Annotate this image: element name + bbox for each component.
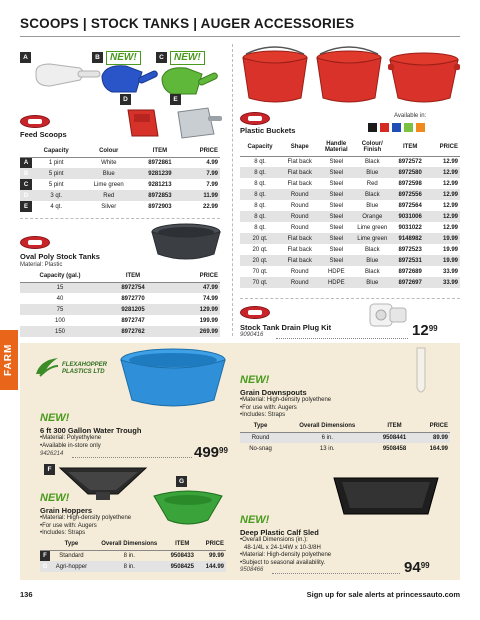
table-row: No-snag 13 in. 9508458 164.99 — [249, 445, 448, 452]
hoppers-bullets: •Material: High-density polyethene •For use with: Augers •Includes: Straps — [40, 515, 132, 536]
flexahopper-logo-icon — [34, 356, 60, 378]
table-row: 100 8972747 199.99 — [54, 317, 218, 324]
table-row: 8 qt. Flat back Steel Red 8972598 12.99 — [254, 180, 458, 187]
table-row: G Agri-hopper 8 in. 9508425 144.99 — [40, 561, 226, 572]
standard-hopper-image — [58, 464, 148, 504]
red-bucket-image-1 — [240, 46, 310, 106]
table-row: A 1 pint White 8972861 4.99 — [20, 157, 220, 168]
swatch-green — [404, 123, 413, 132]
table-row: C 5 pint Lime green 9281213 7.99 — [20, 179, 220, 190]
table-row: Round 6 in. 9508441 89.99 — [240, 432, 450, 443]
table-row: 70 qt. Round HDPE Black 8972689 33.99 — [252, 268, 458, 275]
swatch-orange — [416, 123, 425, 132]
sled-title: Deep Plastic Calf Sled — [240, 528, 319, 537]
table-row: 20 qt. Flat back Steel Black 8972523 19.99 — [252, 246, 458, 253]
swatch-red — [380, 123, 389, 132]
page-title: SCOOPS | STOCK TANKS | AUGER ACCESSORIES — [20, 16, 355, 31]
green-scoop-image — [160, 64, 220, 98]
table-row: 75 9281205 129.99 — [20, 304, 220, 315]
red-scoop-image — [124, 106, 164, 140]
oval-tanks-table: Capacity (gal.) ITEM PRICE 15 8972754 47.99 40 8972770 74.99 75 9281205 129.99 100 8972747 199.99 150 8972762 269.99 — [20, 270, 220, 337]
feed-scoops-title: Feed Scoops — [20, 130, 67, 139]
silver-scoop-image — [174, 104, 224, 140]
brand-logo-icon — [240, 112, 270, 125]
table-row: D 3 qt. Red 8972853 11.99 — [20, 190, 220, 201]
table-row: 15 8972754 47.99 — [20, 282, 220, 293]
trough-sku: 9426214 — [40, 451, 64, 457]
table-row: 8 qt. Flat back Steel Black 8972572 12.99 — [254, 158, 458, 165]
drain-plug-image — [366, 300, 410, 330]
image-tag-e: E — [170, 94, 181, 105]
image-tag-g: G — [176, 476, 187, 487]
image-tag-c: C — [156, 52, 167, 63]
oval-tanks-title: Oval Poly Stock Tanks — [20, 252, 100, 261]
feed-scoops-images — [20, 48, 220, 128]
table-header-row — [20, 145, 220, 157]
sled-price: $94^{99}$ — [404, 559, 430, 576]
col-item: ITEM — [137, 145, 183, 157]
title-rule — [20, 36, 460, 37]
trough-title: 6 ft 300 Gallon Water Trough — [40, 426, 142, 435]
swatch-black — [368, 123, 377, 132]
drain-kit-sku: 9090416 — [240, 332, 264, 338]
table-row: 8 qt. Flat back Steel Blue 8972580 12.99 — [240, 167, 460, 178]
plastic-buckets-table: Capacity Shape Handle Material Colour/ Finish ITEM PRICE 8 qt. Flat back Steel Black 8972572 12.99 8 qt. Flat back Steel Blue 8972580 12.99 8 qt. Flat back Steel Red 8972598 12.99 8 qt. Round Steel Black 8972556 12.99 8 qt. Round Steel Blue 8972564 12.99 8 qt. Round Steel Orange 9031006 12.99 8 qt. Round Steel Lime green 9031022 12.99 20 qt. Flat back Steel Lime green 9148982 19.99 20 qt. Flat back Steel Black 8972523 19.99 20 qt. Flat back Steel Blue 8972531 19.99 70 qt. Round HDPE Black 8972689 33.99 70 qt. Round HDPE Blue 8972697 33.99 — [240, 138, 460, 288]
table-row: F Standard 8 in. 9508433 99.99 — [40, 550, 226, 561]
calf-sled-image — [330, 470, 442, 520]
oval-stock-tank-image — [150, 222, 222, 262]
new-badge-hoppers: NEW! — [40, 492, 70, 504]
table-row: 150 8972762 269.99 — [20, 326, 220, 337]
downspout-image — [414, 346, 428, 396]
downspouts-table: Type Overall Dimensions ITEM PRICE Round 6 in. 9508441 89.99 No-snag 13 in. 9508458 164.99 — [240, 420, 450, 454]
table-row: E 4 qt. Silver 8972903 22.99 — [20, 201, 220, 212]
table-row: 40 8972770 74.99 — [56, 295, 218, 302]
swatch-blue — [392, 123, 401, 132]
red-bucket-image-3 — [388, 50, 460, 106]
sled-sku: 9508466 — [240, 567, 264, 573]
table-row: 8 qt. Round Steel Black 8972556 12.99 — [240, 189, 460, 200]
new-badge-downspouts: NEW! — [240, 374, 270, 386]
side-tab-farm: FARM — [0, 330, 18, 390]
new-badge-sled: NEW! — [240, 514, 270, 526]
image-tag-b: B — [92, 52, 103, 63]
table-row: 8 qt. Round Steel Lime green 9031022 12.99 — [254, 224, 458, 231]
table-row: 20 qt. Flat back Steel Lime green 9148982 19.99 — [240, 233, 460, 244]
sled-bullets: •Overall Dimensions (in.): 48-1/4L x 24-1/4W x 10-3/8H •Material: High-density polyethene •Subject to seasonal availability. — [240, 537, 332, 566]
new-badge-c: NEW! — [170, 51, 205, 65]
leader-dots — [72, 457, 192, 458]
table-row: 20 qt. Flat back Steel Blue 8972531 19.99 — [240, 255, 460, 266]
table-row: B 5 pint Blue 9281239 7.99 — [20, 168, 220, 179]
colour-swatches — [368, 123, 425, 132]
section-divider — [20, 218, 220, 219]
new-badge-trough: NEW! — [40, 412, 70, 424]
image-tag-f: F — [44, 464, 55, 475]
drain-kit-title: Stock Tank Drain Plug Kit — [240, 323, 332, 332]
brand-logo-icon — [240, 306, 270, 319]
col-capacity: Capacity — [32, 145, 80, 157]
oval-tanks-subtitle: Material: Plastic — [20, 262, 63, 268]
table-row: 70 qt. Round HDPE Blue 8972697 33.99 — [240, 277, 460, 288]
plastic-buckets-title: Plastic Buckets — [240, 126, 296, 135]
brand-logo-icon — [20, 115, 50, 128]
hoppers-table: Type Overall Dimensions ITEM PRICE F Standard 8 in. 9508433 99.99 G Agri-hopper 8 in. 9508425 144.99 — [40, 538, 226, 572]
image-tag-d: D — [120, 94, 131, 105]
blue-scoop-image — [100, 62, 160, 96]
section-divider — [240, 298, 460, 299]
trough-bullets: •Material: Polyethylene •Available in-store only — [40, 435, 102, 449]
drain-kit-price: $12^{99}$ — [412, 322, 438, 339]
table-row: 8 qt. Round Steel Blue 8972564 12.99 — [254, 202, 458, 209]
white-scoop-image — [32, 62, 102, 96]
col-price: PRICE — [183, 145, 220, 157]
downspouts-bullets: •Material: High-density polyethene •For use with: Augers •Includes: Straps — [240, 397, 332, 418]
image-tag-a: A — [20, 52, 31, 63]
brand-logo-icon — [20, 236, 50, 249]
footer-tagline: Sign up for sale alerts at princessauto.com — [306, 590, 460, 599]
plastic-buckets-images — [240, 44, 460, 116]
downspouts-title: Grain Downspouts — [240, 388, 307, 397]
table-row: 8 qt. Round Steel Orange 9031006 12.99 — [240, 211, 460, 222]
red-bucket-image-2 — [314, 46, 384, 106]
feed-scoops-table — [20, 145, 220, 212]
column-divider — [232, 44, 233, 336]
leader-dots — [276, 338, 408, 339]
water-trough-image — [118, 346, 228, 410]
flexahopper-brand: FLEXAHOPPER PLASTICS LTD — [62, 362, 108, 375]
trough-price: $499^{99}$ — [194, 444, 228, 461]
leader-dots — [272, 573, 400, 574]
hoppers-title: Grain Hoppers — [40, 506, 93, 515]
page-number: 136 — [20, 590, 33, 599]
available-in-label: Available in: — [394, 113, 427, 119]
new-badge-b: NEW! — [106, 51, 141, 65]
agri-hopper-image — [150, 486, 226, 530]
col-colour: Colour — [80, 145, 137, 157]
